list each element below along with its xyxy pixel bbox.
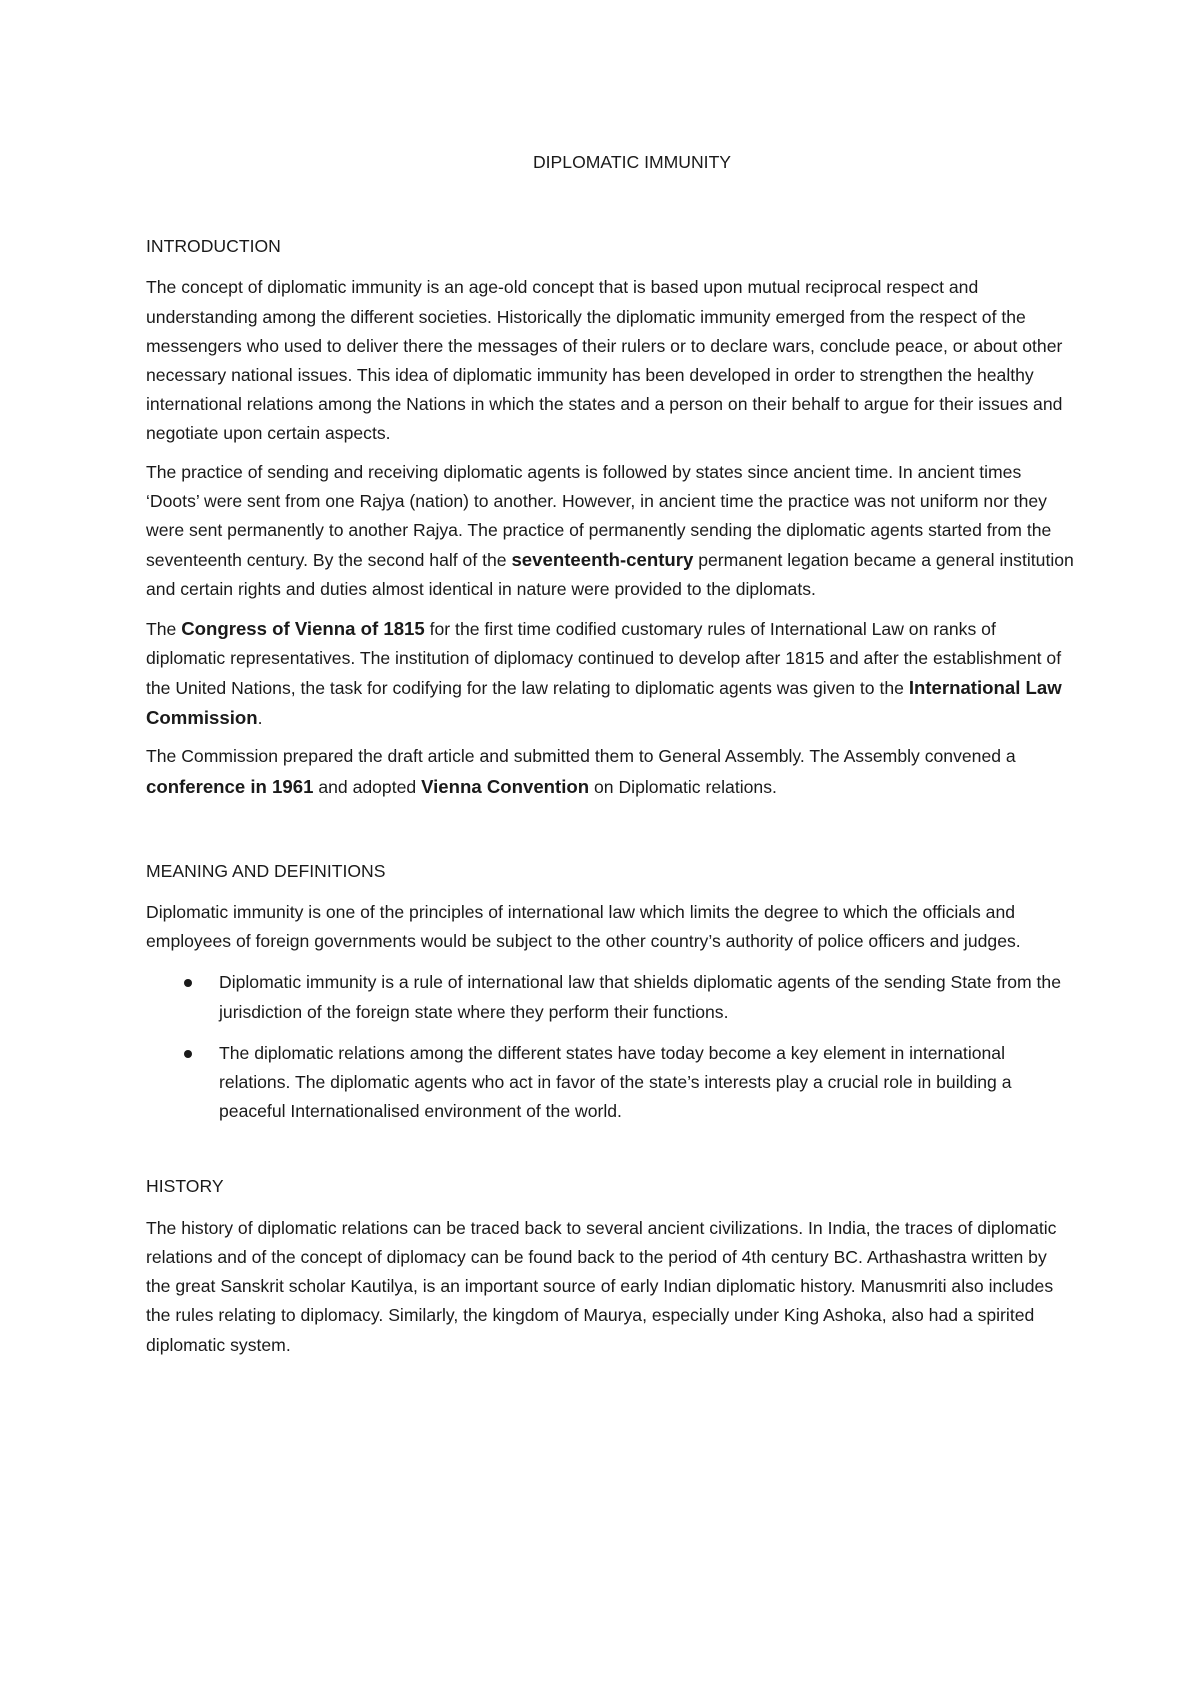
text-run: .	[257, 708, 263, 729]
section-spacer	[146, 1138, 1076, 1172]
bold-run: Congress of Vienna of 1815	[181, 617, 425, 639]
bullet-icon	[184, 979, 192, 987]
list-item-text: Diplomatic immunity is a rule of international law that shields diplomatic agents of the sending State from the jurisdiction of the foreign state where they perform their functions.	[219, 972, 1061, 1022]
text-run: The Commission prepared the draft article and submitted them to General Assembly. The Assembly convened a	[146, 746, 1016, 767]
bold-run: seventeenth-century	[511, 549, 694, 571]
document-body	[146, 148, 1076, 1369]
intro-paragraph-4	[146, 742, 1076, 801]
heading-introduction: INTRODUCTION	[146, 236, 281, 257]
document-title: DIPLOMATIC IMMUNITY	[532, 152, 732, 172]
section-spacer	[146, 811, 1076, 857]
bullet-icon	[184, 1050, 192, 1058]
history-paragraph-1: The history of diplomatic relations can be traced back to several ancient civilizations. In India, the traces of diplomatic relations and of the concept of diplomacy can be found back to the period of 4th century BC. Arthashastra written by the great Sanskrit scholar Kautilya, is an important source of early Indian diplomatic history. Manusmriti also includes the rules relating to diplomacy. Similarly, the kingdom of Maurya, especially under King Ashoka, also had a spirited diplomatic system.	[146, 1217, 1057, 1355]
intro-paragraph-1: The concept of diplomatic immunity is an age-old concept that is based upon mutual reciprocal respect and understanding among the different societies. Historically the diplomatic immunity emerged from the respect of the messengers who used to deliver there the messages of their rulers or to declare wars, conclude peace, or about other necessary national issues. This idea of diplomatic immunity has been developed in order to strengthen the healthy international relations among the Nations in which the states and a person on their behalf to argue for their issues and negotiate upon certain aspects.	[146, 277, 1063, 444]
heading-history: HISTORY	[146, 1176, 224, 1197]
text-run: and adopted	[313, 776, 422, 797]
intro-paragraph-2	[146, 458, 1076, 605]
meaning-paragraph-1: Diplomatic immunity is one of the principles of international law which limits the degree to which the officials and employees of foreign governments would be subject to the other country’s authority of police officers and judges.	[146, 902, 1021, 952]
text-run: permanent legation became a general institution and certain rights and duties almost identical in nature were provided to the diplomats.	[146, 550, 1074, 600]
text-run: The practice of sending and receiving diplomatic agents is followed by states since ancient time. In ancient times ‘Doots’ were sent from one Rajya (nation) to another. However, in ancient time the practice was not uniform nor they were sent permanently to another Rajya. The practice of permanently sending the diplomatic agents started from the seventeenth century. By the second half of the	[146, 461, 1052, 571]
list-item	[146, 1039, 1076, 1127]
list-item	[146, 968, 1076, 1026]
bold-run: conference in 1961	[146, 775, 314, 797]
list-item-text: The diplomatic relations among the different states have today become a key element in international relations. The diplomatic agents who act in favor of the state’s interests play a crucial role in building a peaceful Internationalised environment of the world.	[219, 1042, 1012, 1122]
text-run: The	[146, 618, 182, 639]
text-run: for the first time codified customary rules of International Law on ranks of diplomatic representatives. The institution of diplomacy continued to develop after 1815 and after the establishment of the United Nations, the task for codifying for the law relating to diplomatic agents was given to the	[146, 618, 1062, 699]
text-run: on Diplomatic relations.	[589, 776, 777, 797]
bold-run: Vienna Convention	[421, 775, 590, 797]
intro-paragraph-3	[146, 614, 1076, 734]
bold-run: International Law Commission	[146, 677, 1062, 729]
heading-meaning: MEANING AND DEFINITIONS	[146, 860, 386, 881]
bullet-list	[146, 968, 1076, 1126]
